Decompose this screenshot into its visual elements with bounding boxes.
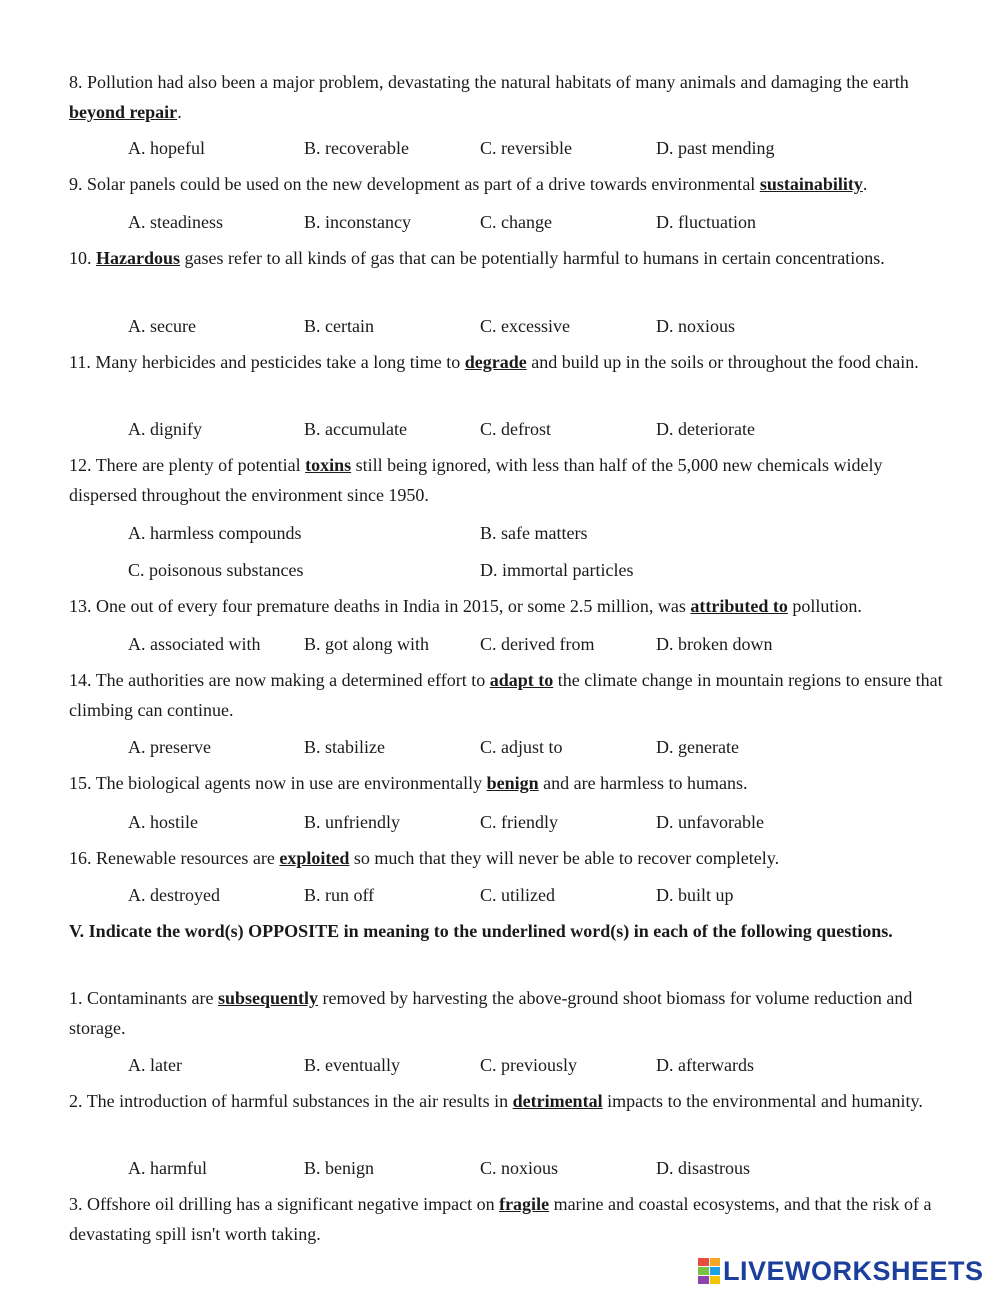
option-a[interactable]: A. harmless compounds — [128, 523, 302, 543]
option-a[interactable]: A. associated with — [128, 634, 261, 654]
underlined-word: sustainability — [759, 174, 863, 194]
logo-text: LIVEWORKSHEETS — [723, 1255, 984, 1286]
option-d[interactable]: D. broken down — [656, 634, 773, 654]
underlined-word: benign — [486, 773, 539, 793]
option-d[interactable]: D. unfavorable — [656, 812, 764, 832]
option-b[interactable]: B. run off — [304, 885, 375, 905]
question-15: 15. The biological agents now in use are environmentally benign and are harmless to humans. — [69, 773, 748, 793]
option-c[interactable]: C. friendly — [480, 812, 558, 832]
option-d[interactable]: D. deteriorate — [656, 419, 755, 439]
option-b[interactable]: B. recoverable — [304, 138, 409, 158]
underlined-word: adapt to — [489, 670, 554, 690]
underlined-word: toxins — [305, 455, 352, 475]
question-12: 12. There are plenty of potential toxins still being ignored, with less than half of the 5,000 new chemicals widely dispersed throughout the environment since 1950. — [69, 455, 883, 505]
underlined-word: detrimental — [512, 1091, 603, 1111]
option-d[interactable]: D. built up — [656, 885, 734, 905]
logo-blocks-icon — [698, 1258, 720, 1284]
option-a[interactable]: A. steadiness — [128, 212, 223, 232]
underlined-word: degrade — [464, 352, 527, 372]
option-b[interactable]: B. safe matters — [480, 523, 588, 543]
option-b[interactable]: B. accumulate — [304, 419, 407, 439]
option-c[interactable]: C. defrost — [480, 419, 551, 439]
option-b[interactable]: B. inconstancy — [304, 212, 411, 232]
option-d[interactable]: D. generate — [656, 737, 739, 757]
underlined-word: beyond repair — [69, 101, 178, 122]
underlined-word: subsequently — [217, 988, 319, 1008]
option-a[interactable]: A. later — [128, 1055, 182, 1075]
option-a[interactable]: A. hostile — [128, 812, 198, 832]
question-14: 14. The authorities are now making a determined effort to adapt to the climate change in mountain regions to ensure that climbing can continue. — [69, 670, 943, 720]
option-b[interactable]: B. benign — [304, 1158, 374, 1178]
option-b[interactable]: B. certain — [304, 316, 374, 336]
underlined-word: fragile — [499, 1194, 550, 1214]
option-b[interactable]: B. got along with — [304, 634, 429, 654]
option-c[interactable]: C. previously — [480, 1055, 577, 1075]
option-d[interactable]: D. noxious — [656, 316, 736, 336]
option-c[interactable]: C. adjust to — [480, 737, 563, 757]
question-9: 9. Solar panels could be used on the new development as part of a drive towards environmental sustainability. — [69, 174, 868, 194]
section-question-3: 3. Offshore oil drilling has a significant negative impact on fragile marine and coastal ecosystems, and that the risk of a devastating spill isn't worth taking. — [69, 1194, 932, 1244]
underlined-word: attributed to — [690, 596, 788, 616]
question-16: 16. Renewable resources are exploited so much that they will never be able to recover completely. — [69, 848, 780, 868]
option-c[interactable]: C. change — [480, 212, 552, 232]
option-c[interactable]: C. excessive — [480, 316, 570, 336]
option-a[interactable]: A. destroyed — [128, 885, 220, 905]
option-d[interactable]: D. afterwards — [656, 1055, 754, 1075]
question-10: 10. Hazardous gases refer to all kinds of gas that can be potentially harmful to humans in certain concentrations. — [69, 248, 885, 268]
option-d[interactable]: D. past mending — [656, 138, 775, 158]
question-13: 13. One out of every four premature deaths in India in 2015, or some 2.5 million, was attributed to pollution. — [69, 596, 862, 616]
liveworksheets-logo[interactable] — [698, 1255, 984, 1287]
option-b[interactable]: B. stabilize — [304, 737, 385, 757]
section-question-1: 1. Contaminants are subsequently removed by harvesting the above-ground shoot biomass for volume reduction and storage. — [69, 988, 913, 1038]
option-c[interactable]: C. utilized — [480, 885, 555, 905]
section-question-2: 2. The introduction of harmful substances in the air results in detrimental impacts to the environmental and humanity. — [69, 1091, 923, 1111]
option-d[interactable]: D. disastrous — [656, 1158, 750, 1178]
question-8: 8. Pollution had also been a major problem, devastating the natural habitats of many animals and damaging the earth beyond repair. — [69, 72, 909, 122]
option-a[interactable]: A. hopeful — [128, 138, 205, 158]
section-header: V. Indicate the word(s) OPPOSITE in meaning to the underlined word(s) in each of the following questions. — [69, 921, 893, 941]
option-a[interactable]: A. secure — [128, 316, 196, 336]
option-a[interactable]: A. harmful — [128, 1158, 207, 1178]
underlined-word: exploited — [279, 848, 350, 868]
option-b[interactable]: B. eventually — [304, 1055, 400, 1075]
option-a[interactable]: A. preserve — [128, 737, 211, 757]
option-c[interactable]: C. reversible — [480, 138, 572, 158]
option-d[interactable]: D. immortal particles — [480, 560, 634, 580]
option-c[interactable]: C. noxious — [480, 1158, 559, 1178]
option-c[interactable]: C. derived from — [480, 634, 595, 654]
option-a[interactable]: A. dignify — [128, 419, 202, 439]
option-c[interactable]: C. poisonous substances — [128, 560, 304, 580]
question-11: 11. Many herbicides and pesticides take a long time to degrade and build up in the soils or throughout the food chain. — [69, 352, 919, 372]
option-b[interactable]: B. unfriendly — [304, 812, 400, 832]
underlined-word: Hazardous — [96, 248, 181, 268]
option-d[interactable]: D. fluctuation — [656, 212, 756, 232]
